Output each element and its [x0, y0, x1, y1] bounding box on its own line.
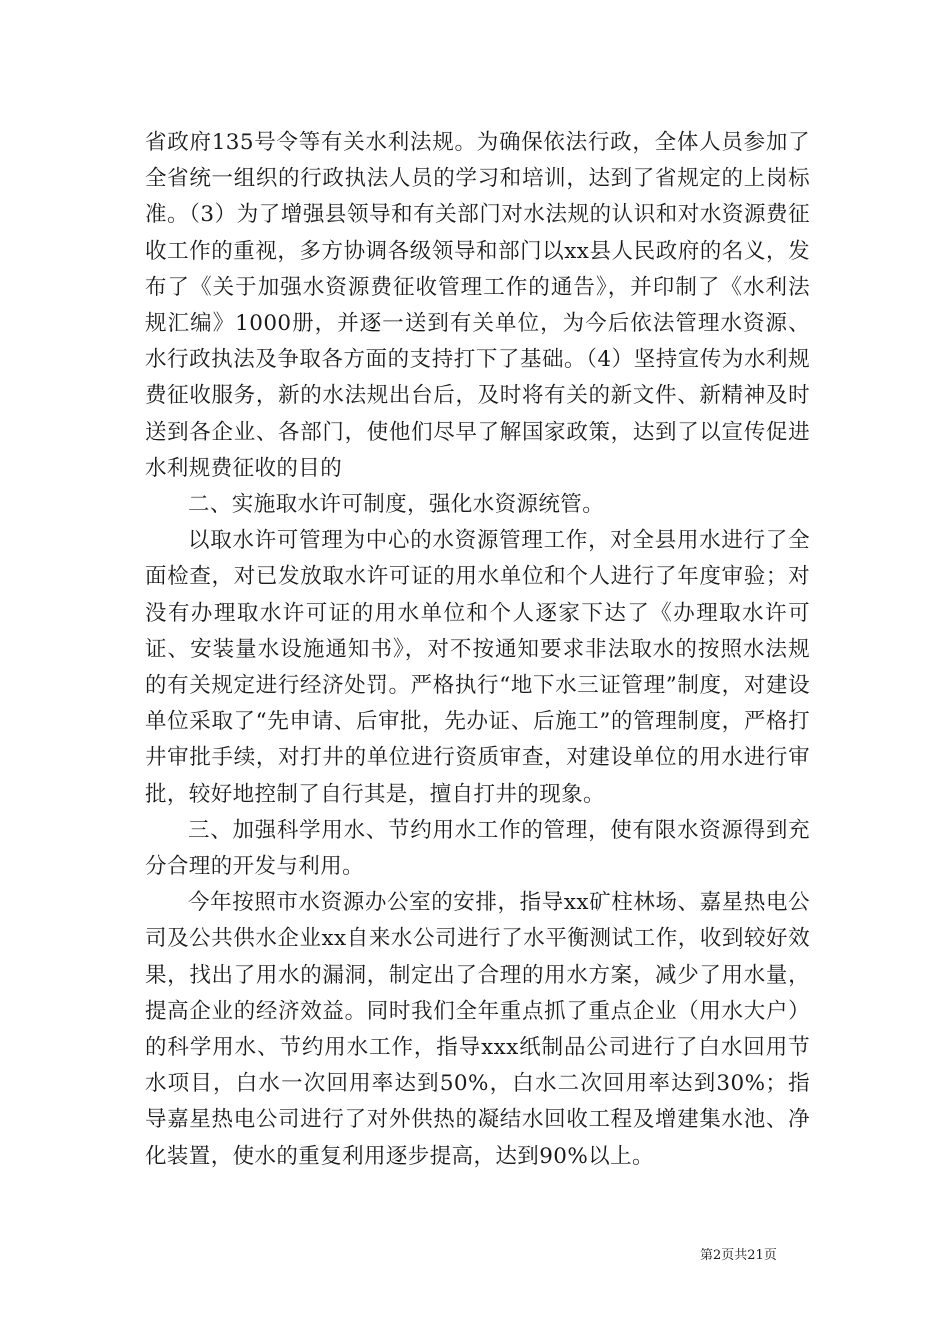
paragraph-water-permit: 以取水许可管理为中心的水资源管理工作，对全县用水进行了全面检查，对已发放取水许可证的用水单位和个人进行了年度审验；对没有办理取水许可证的用水单位和个人逐家下达了《办理取水许可证、安装量水设施通知书》，对不按通知要求非法取水的按照水法规的有关规定进行经济处罚。严格执行“地下水三证管理”制度，对建设单位采取了“先申请、后审批，先办证、后施工”的管理制度，严格打井审批手续，对打井的单位进行资质审查，对建设单位的用水进行审批，较好地控制了自行其是，擅自打井的现象。	[145, 528, 810, 807]
document-body	[145, 125, 810, 1175]
paragraph-water-saving: 今年按照市水资源办公室的安排，指导xx矿柱林场、嘉星热电公司及公共供水企业xx自来水公司进行了水平衡测试工作，收到较好效果，找出了用水的漏洞，制定出了合理的用水方案，减少了用水量，提高企业的经济效益。同时我们全年重点抓了重点企业（用水大户）的科学用水、节约用水工作，指导xxx纸制品公司进行了白水回用节水项目，白水一次回用率达到50%，白水二次回用率达到30%；指导嘉星热电公司进行了对外供热的凝结水回收工程及增建集水池、净化装置，使水的重复利用逐步提高，达到90%以上。	[145, 890, 810, 1169]
page-number: 第2页共21页	[700, 1248, 777, 1263]
paragraph-continuation: 省政府135号令等有关水利法规。为确保依法行政，全体人员参加了全省统一组织的行政执法人员的学习和培训，达到了省规定的上岗标准。（3）为了增强县领导和有关部门对水法规的认识和对水资源费征收工作的重视，多方协调各级领导和部门以xx县人民政府的名义，发布了《关于加强水资源费征收管理工作的通告》，并印制了《水利法规汇编》1000册，并逐一送到有关单位，为今后依法管理水资源、水行政执法及争取各方面的支持打下了基础。（4）坚持宣传为水利规费征收服务，新的水法规出台后，及时将有关的新文件、新精神及时送到各企业、各部门，使他们尽早了解国家政策，达到了以宣传促进水利规费征收的目的	[145, 130, 810, 481]
section-heading-2: 二、实施取水许可制度，强化水资源统管。	[188, 492, 605, 518]
section-heading-3: 三、加强科学用水、节约用水工作的管理，使有限水资源得到充分合理的开发与利用。	[145, 817, 810, 880]
